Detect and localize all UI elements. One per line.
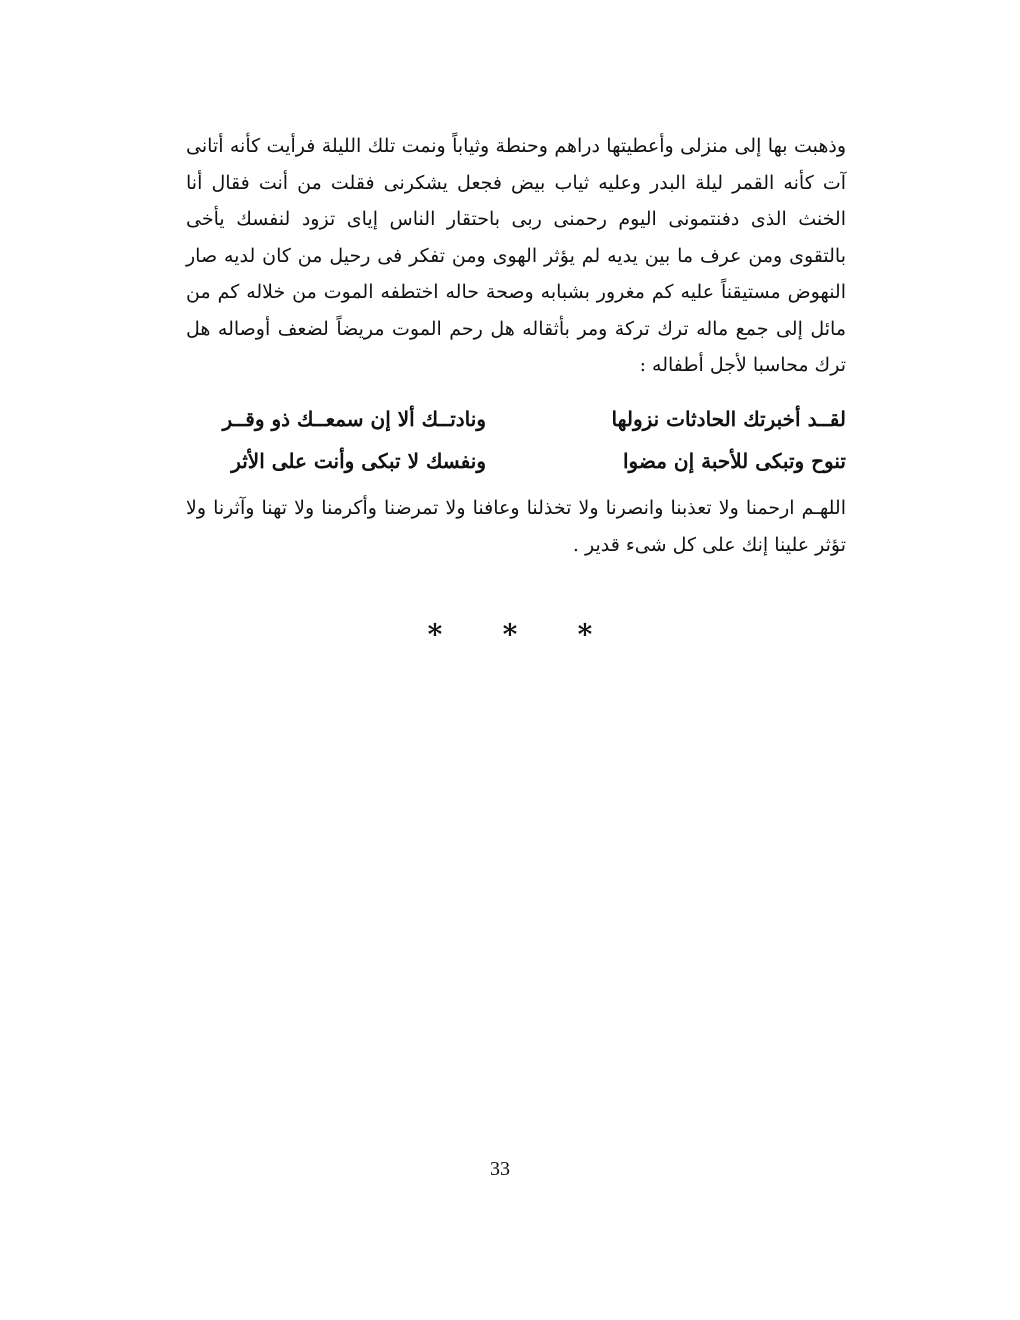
poem-block [186, 398, 846, 482]
prayer-text: اللهـم ارحمنا ولا تعذبنا وانصرنا ولا تخذلنا وعافنا ولا تمرضنا وأكرمنا ولا تهنا وآثرنا ولا تؤثر علينا إنك على كل شىء قدير . [186, 497, 846, 556]
section-separator [420, 620, 600, 650]
paragraph-text: وذهبت بها إلى منزلى وأعطيتها دراهم وحنطة وثياباً ونمت تلك الليلة فرأيت كأنه أتانى آت كأنه القمر ليلة البدر وعليه ثياب بيض فجعل يشكرنى فقلت من أنت فقال أنا الخنث الذى دفنتمونى اليوم رحمنى ربى باحتقار الناس إياى تزود لنفسك يأخى بالتقوى ومن عرف ما بين يديه لم يؤثر الهوى ومن تفكر فى رحيل من كان لديه صار النهوض مستيقناً عليه كم مغرور بشبابه وصحة حاله اختطفه الموت من خلاله كم من مائل إلى جمع ماله ترك تركة ومر بأثقاله هل رحم الموت مريضاً لضعف أوصاله هل ترك محاسبا لأجل أطفاله : [186, 135, 846, 376]
poem-verse [186, 398, 846, 440]
separator-star: * [502, 618, 518, 651]
page-number: 33 [490, 1158, 510, 1180]
separator-star: * [427, 618, 443, 651]
body-paragraph [186, 128, 846, 384]
separator-star: * [577, 618, 593, 651]
prayer-paragraph [186, 490, 846, 563]
verse-second-hemistich: ونادتــك ألا إن سمعــك ذو وقــر [222, 407, 486, 431]
verse-first-hemistich: لقــد أخبرتك الحادثات نزولها [611, 407, 846, 431]
poem-verse [186, 440, 846, 482]
verse-first-hemistich: تنوح وتبكى للأحبة إن مضوا [622, 449, 846, 473]
verse-second-hemistich: ونفسك لا تبكى وأنت على الأثر [231, 449, 486, 473]
